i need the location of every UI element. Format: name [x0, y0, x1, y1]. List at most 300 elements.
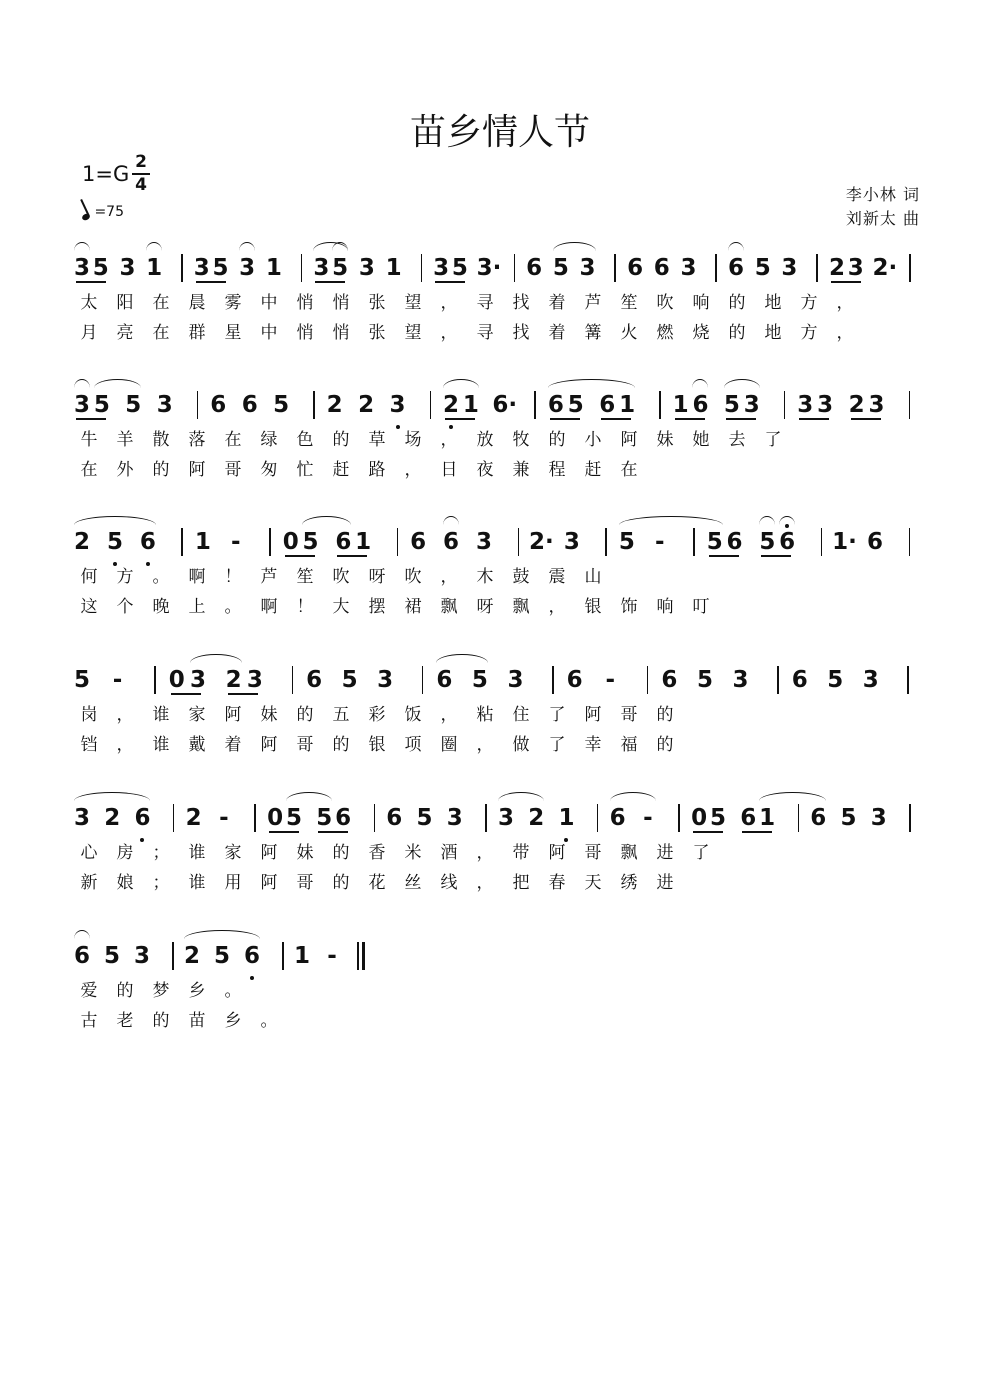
note: 3 [476, 529, 493, 555]
note: 5 [706, 529, 723, 555]
lyric-char: 程 [548, 460, 566, 480]
time-signature [132, 153, 150, 195]
note: 3 [862, 667, 879, 693]
slur [759, 792, 826, 801]
lyric-char: 落 [188, 430, 206, 450]
lyric-char: 着 [224, 735, 242, 755]
lyric-verse-1 [76, 700, 928, 730]
slur [74, 792, 150, 801]
lyric-char: 的 [656, 705, 674, 725]
note-line [73, 936, 928, 976]
note: 5 [273, 392, 290, 418]
note: 3 [507, 667, 524, 693]
lyric-char: 震 [548, 567, 566, 587]
lyric-char: 饭 [404, 705, 422, 725]
barline [715, 254, 717, 282]
lyric-char: 色 [296, 430, 314, 450]
lyric-char: 妹 [296, 843, 314, 863]
lyric-char: 哥 [584, 843, 602, 863]
note: 6 [443, 529, 460, 555]
slur [94, 379, 141, 388]
lyric-char: 呀 [368, 567, 386, 587]
barline [421, 254, 423, 282]
lyric-char: 望 [404, 323, 422, 343]
note: 3 [781, 255, 798, 281]
barline [816, 254, 818, 282]
note: 6 [609, 805, 626, 831]
lyric-char: 张 [368, 323, 386, 343]
lyric-char: 小 [584, 430, 602, 450]
lyric-char: 烧 [692, 323, 710, 343]
note: 5 [416, 805, 433, 831]
lyric-char: 阳 [116, 293, 134, 313]
note: 5 [759, 529, 776, 555]
lyric-verse-1 [76, 288, 928, 318]
note-line [73, 522, 928, 562]
lyric-char: 了 [548, 705, 566, 725]
note: 3 [817, 392, 834, 418]
barline [784, 391, 786, 419]
note-line [73, 385, 928, 425]
barline [269, 528, 271, 556]
lyric-char: ， [476, 843, 494, 863]
barline [197, 391, 199, 419]
lyric-char: 进 [656, 843, 674, 863]
lyric-char: 哥 [620, 705, 638, 725]
slur [74, 930, 90, 939]
barline [798, 804, 800, 832]
note: 6 [436, 667, 453, 693]
lyric-char: 裙 [404, 597, 422, 617]
slur [436, 654, 488, 663]
lyric-char: 地 [764, 293, 782, 313]
quarter-note-icon [81, 213, 91, 222]
note: 6 [566, 667, 583, 693]
lyric-char: 的 [728, 293, 746, 313]
lyric-char: 放 [476, 430, 494, 450]
note: 3 [377, 667, 394, 693]
lyric-char: 心 [80, 843, 98, 863]
lyric-char: 兼 [512, 460, 530, 480]
lyric-char: 上 [188, 597, 206, 617]
slur [332, 242, 348, 251]
note: 6 [210, 392, 227, 418]
lyric-char: 香 [368, 843, 386, 863]
lyric-char: 阿 [188, 460, 206, 480]
lyric-char: 米 [404, 843, 422, 863]
note: 5 [840, 805, 857, 831]
note: 3 [313, 255, 330, 281]
note: 3 [433, 255, 450, 281]
lyric-char: ， [440, 323, 458, 343]
note: 1 [759, 805, 776, 831]
note: 5 [471, 667, 488, 693]
slur [74, 242, 90, 251]
lyric-char: 苗 [188, 1011, 206, 1031]
lyric-char: 阿 [620, 430, 638, 450]
lyric-char: 外 [116, 460, 134, 480]
barline [597, 804, 599, 832]
note: 5 [332, 255, 349, 281]
lyric-char: 叮 [692, 597, 710, 617]
note: 1 [355, 529, 372, 555]
lyric-char: 个 [116, 597, 134, 617]
lyric-char: 谁 [152, 735, 170, 755]
note: 6 [726, 529, 743, 555]
note: 5 [696, 667, 713, 693]
lyric-char: 赶 [332, 460, 350, 480]
note: 3 [156, 392, 173, 418]
note: 6 [740, 805, 757, 831]
lyric-char: 飘 [440, 597, 458, 617]
note: 3 [389, 392, 406, 418]
composer-credit: 刘新太 曲 [845, 209, 920, 228]
note: 6 [547, 392, 564, 418]
final-barline-thin [357, 942, 359, 970]
lyric-char: 亮 [116, 323, 134, 343]
lyric-char: 的 [152, 460, 170, 480]
lyric-char: 哥 [296, 873, 314, 893]
lyric-char: ， [116, 705, 134, 725]
lyric-char: 的 [152, 1011, 170, 1031]
lyric-char: 在 [152, 293, 170, 313]
lyric-char: 在 [152, 323, 170, 343]
note: 6 [335, 529, 352, 555]
note-line [73, 660, 928, 700]
lyric-char: 的 [548, 430, 566, 450]
staff-row [73, 660, 928, 760]
barline [292, 666, 294, 694]
lyric-char: 绿 [260, 430, 278, 450]
note: 3 [193, 255, 210, 281]
barline [282, 942, 284, 970]
tempo-value: =75 [94, 204, 124, 220]
lyric-char: 火 [620, 323, 638, 343]
lyric-char: 。 [224, 597, 242, 617]
note: 5 [341, 667, 358, 693]
note: 3 [73, 805, 90, 831]
note: 1 [293, 943, 310, 969]
lyric-char: 福 [620, 735, 638, 755]
lyric-char: 群 [188, 323, 206, 343]
lyric-char: 五 [332, 705, 350, 725]
slur [184, 930, 260, 939]
lyric-char: 哥 [296, 735, 314, 755]
note: 6 [810, 805, 827, 831]
lyric-char: 的 [332, 843, 350, 863]
note: 1 [385, 255, 402, 281]
note: 5 [92, 255, 109, 281]
barline [518, 528, 520, 556]
lyric-char: 了 [764, 430, 782, 450]
lyric-char: 这 [80, 597, 98, 617]
lyric-char: 带 [512, 843, 530, 863]
lyric-char: 大 [332, 597, 350, 617]
note: 5 [451, 255, 468, 281]
note: 5 [827, 667, 844, 693]
lyric-char: 篝 [584, 323, 602, 343]
lyric-char: 老 [116, 1011, 134, 1031]
lyric-char: 做 [512, 735, 530, 755]
note: 1 [146, 255, 163, 281]
barline [659, 391, 661, 419]
note: 2· [872, 255, 898, 281]
lyric-char: 牛 [80, 430, 98, 450]
note: 1 [558, 805, 575, 831]
note: 3 [73, 392, 90, 418]
lyric-char: 何 [80, 567, 98, 587]
note: 6 [139, 529, 156, 555]
lyric-char: 悄 [332, 293, 350, 313]
lyric-verse-1 [76, 562, 928, 592]
lyric-char: 家 [188, 705, 206, 725]
note: 5 [103, 943, 120, 969]
note: 3 [847, 255, 864, 281]
lyric-char: 了 [692, 843, 710, 863]
barline [172, 942, 174, 970]
note: 5 [754, 255, 771, 281]
lyric-char: 谁 [188, 843, 206, 863]
lyric-char: 散 [152, 430, 170, 450]
lyric-char: ， [836, 323, 854, 343]
note: 5 [709, 805, 726, 831]
barline [909, 528, 911, 556]
lyric-char: 笙 [296, 567, 314, 587]
lyric-char: 哥 [224, 460, 242, 480]
lyric-char: ； [152, 873, 170, 893]
slur [286, 792, 332, 801]
lyric-char: 方 [800, 323, 818, 343]
note: 1 [672, 392, 689, 418]
lyric-char: 赶 [584, 460, 602, 480]
slur [692, 379, 708, 388]
lyric-char: 吹 [332, 567, 350, 587]
lyric-char: 妹 [260, 705, 278, 725]
lyric-char: 阿 [260, 735, 278, 755]
key-signature: 1=G [82, 162, 130, 186]
note: 3 [732, 667, 749, 693]
lyric-char: 用 [224, 873, 242, 893]
note: 1 [265, 255, 282, 281]
lyric-verse-2 [76, 318, 928, 348]
lyric-char: 的 [332, 735, 350, 755]
lyric-char: 娘 [116, 873, 134, 893]
lyric-char: 方 [116, 567, 134, 587]
lyric-char: 日 [440, 460, 458, 480]
lyric-char: 吹 [656, 293, 674, 313]
barline [485, 804, 487, 832]
lyric-verse-1 [76, 976, 928, 1006]
lyric-char: 房 [116, 843, 134, 863]
lyric-char: 爱 [80, 981, 98, 1001]
lyric-char: 住 [512, 705, 530, 725]
barline [647, 666, 649, 694]
note: 5 [73, 667, 90, 693]
lyric-char: ， [476, 735, 494, 755]
lyric-char: 幸 [584, 735, 602, 755]
barline [181, 528, 183, 556]
barline [909, 391, 911, 419]
lyric-char: 羊 [116, 430, 134, 450]
note: 6 [627, 255, 644, 281]
slur [728, 242, 744, 251]
lyric-char: ， [440, 430, 458, 450]
lyric-char: 天 [584, 873, 602, 893]
lyric-char: 在 [620, 460, 638, 480]
note: 3 [358, 255, 375, 281]
note: 6 [653, 255, 670, 281]
lyric-char: 木 [476, 567, 494, 587]
lyric-verse-1 [76, 425, 928, 455]
slur [443, 516, 459, 525]
lyric-char: 呀 [476, 597, 494, 617]
note: 6 [243, 943, 260, 969]
lyric-char: 中 [260, 293, 278, 313]
slur [553, 242, 596, 251]
lyric-char: 晨 [188, 293, 206, 313]
lyric-char: ， [836, 293, 854, 313]
lyric-char: 路 [368, 460, 386, 480]
lyric-char: 饰 [620, 597, 638, 617]
note: 2 [528, 805, 545, 831]
note: 5 [213, 943, 230, 969]
note: 5 [302, 529, 319, 555]
note: 6· [492, 392, 518, 418]
lyric-char: 张 [368, 293, 386, 313]
lyric-char: 阿 [260, 843, 278, 863]
tempo-marking [82, 204, 124, 220]
slur [548, 379, 635, 388]
lyric-char: 夜 [476, 460, 494, 480]
note: 3 [870, 805, 887, 831]
lyric-verse-2 [76, 868, 928, 898]
barline [907, 666, 909, 694]
staff-row [73, 936, 928, 1036]
lyric-char: 花 [368, 873, 386, 893]
lyric-char: 方 [800, 293, 818, 313]
lyric-char: 吹 [404, 567, 422, 587]
note: 6 [728, 255, 745, 281]
lyric-verse-2 [76, 730, 928, 760]
lyric-char: 。 [260, 1011, 278, 1031]
note: 3 [119, 255, 136, 281]
lyric-char: 雾 [224, 293, 242, 313]
note: 2 [225, 667, 242, 693]
lyric-verse-1 [76, 838, 928, 868]
note: 5 [212, 255, 229, 281]
note-line [73, 248, 928, 288]
lyric-char: 中 [260, 323, 278, 343]
lyric-verse-2 [76, 1006, 928, 1036]
slur [498, 792, 544, 801]
note: 3 [239, 255, 256, 281]
lyric-char: 阿 [260, 873, 278, 893]
note: 3 [497, 805, 514, 831]
barline [154, 666, 156, 694]
note: 1 [194, 529, 211, 555]
lyric-char: 戴 [188, 735, 206, 755]
note: 6 [73, 943, 90, 969]
note: 5 [125, 392, 142, 418]
note: 6 [661, 667, 678, 693]
note: 6 [410, 529, 427, 555]
lyric-char: 新 [80, 873, 98, 893]
extension-dash: - [231, 529, 241, 555]
note: 6 [779, 529, 796, 555]
note: 3 [868, 392, 885, 418]
barline [821, 528, 823, 556]
note: 1· [832, 529, 857, 555]
note: 1 [619, 392, 636, 418]
lyric-char: 圈 [440, 735, 458, 755]
lyric-char: 的 [728, 323, 746, 343]
final-barline [362, 942, 365, 970]
note: 2 [104, 805, 121, 831]
note: 2 [183, 943, 200, 969]
note: 6 [386, 805, 403, 831]
lyric-char: 乡 [224, 1011, 242, 1031]
slur [302, 516, 351, 525]
extension-dash: - [655, 529, 665, 555]
lyric-char: 阿 [584, 705, 602, 725]
extension-dash: - [219, 805, 229, 831]
slur [146, 242, 162, 251]
lyric-char: 的 [116, 981, 134, 1001]
lyric-char: 月 [80, 323, 98, 343]
note: 3 [190, 667, 207, 693]
lyric-char: 飘 [620, 843, 638, 863]
note: 3 [797, 392, 814, 418]
barline [422, 666, 424, 694]
note: 3 [73, 255, 90, 281]
lyric-char: 芦 [260, 567, 278, 587]
lyric-char: ， [440, 293, 458, 313]
lyric-char: 。 [152, 567, 170, 587]
barline [430, 391, 432, 419]
lyric-char: 鼓 [512, 567, 530, 587]
lyric-char: 悄 [332, 323, 350, 343]
lyric-char: 笙 [620, 293, 638, 313]
note: 6 [867, 529, 884, 555]
lyric-char: 谁 [152, 705, 170, 725]
lyric-char: 晚 [152, 597, 170, 617]
lyric-char: ； [152, 843, 170, 863]
lyric-char: 的 [296, 705, 314, 725]
lyric-char: 的 [332, 430, 350, 450]
extension-dash: - [643, 805, 653, 831]
lyric-char: 场 [404, 430, 422, 450]
lyric-char: 悄 [296, 323, 314, 343]
lyric-char: 芦 [584, 293, 602, 313]
note: 6 [134, 805, 151, 831]
lyric-char: 粘 [476, 705, 494, 725]
barline [552, 666, 554, 694]
barline [313, 391, 315, 419]
slur [190, 654, 242, 663]
note: 2 [326, 392, 343, 418]
note: 5 [567, 392, 584, 418]
note: 5 [285, 805, 302, 831]
lyric-char: ， [548, 597, 566, 617]
lyric-char: 啊 [260, 597, 278, 617]
extension-dash: - [327, 943, 337, 969]
lyric-char: 古 [80, 1011, 98, 1031]
lyric-char: 岗 [80, 705, 98, 725]
note: 3 [446, 805, 463, 831]
note: 2 [828, 255, 845, 281]
slur [443, 379, 479, 388]
barline [181, 254, 183, 282]
